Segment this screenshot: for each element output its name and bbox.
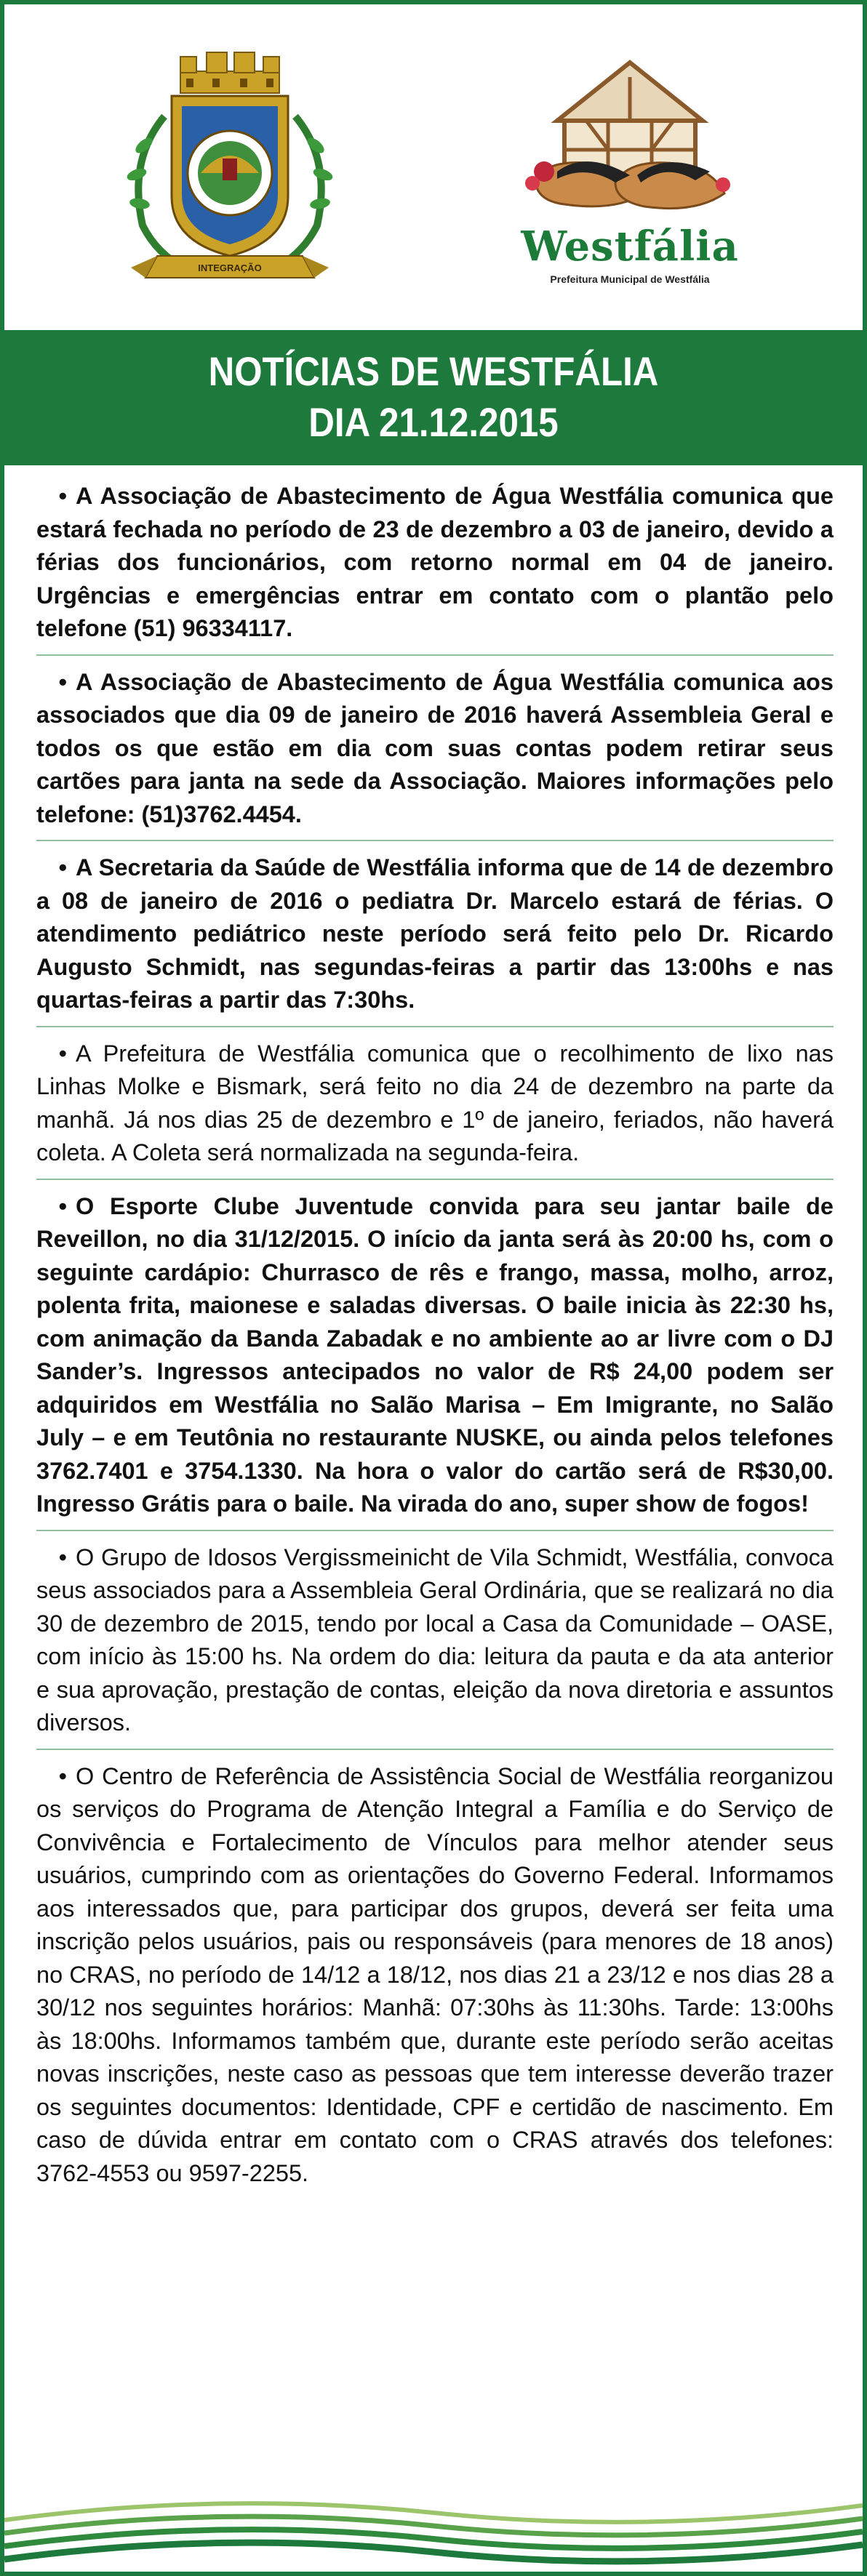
crest-ribbon-text: INTEGRAÇÃO — [198, 262, 262, 273]
news-list — [36, 470, 834, 2199]
news-text: A Associação de Abastecimento de Água Westfália comunica que estará fechada no período de 23 de dezembro a 03 de janeiro, devido a férias dos funcionários, com retorno normal em 04 de janeiro. Urgências e emergências entrar em contato com o plantão pelo telefone (51) 96334117. — [36, 483, 834, 641]
news-item-pediatrician — [36, 841, 834, 1027]
bullet-icon: • — [58, 1544, 67, 1570]
news-text: O Esporte Clube Juventude convida para seu jantar baile de Reveillon, no dia 31/12/2015. O início da janta será às 20:00 hs, com o seguinte cardápio: Churrasco de rês e frango, massa, molho, arroz, polenta frita, maionese e saladas diversas. O baile inicia às 22:30 hs, com animação da Banda Zabadak e no ambiente ao ar livre com o DJ Sander’s. Ingressos antecipados no valor de R$ 24,00 podem ser adquiridos em Westfália no Salão Marisa – Em Imigrante, no Salão July – e em Teutônia no restaurante NUSKE, ou ainda pelos telefones 3762.7401 e 3754.1330. Na hora o valor do cartão será de R$30,00. Ingresso Grátis para o baile. Na virada do ano, super show de fogos! — [36, 1192, 834, 1517]
westfalia-logo — [506, 55, 754, 295]
news-item-garbage-collection — [36, 1027, 834, 1180]
page-header — [4, 4, 863, 330]
title-banner — [4, 330, 863, 465]
news-item-elderly-group — [36, 1531, 834, 1750]
bullet-icon: • — [58, 483, 67, 509]
news-item-water-assembly — [36, 656, 834, 842]
news-item-water-closure — [36, 470, 834, 656]
page-title: NOTÍCIAS DE WESTFÁLIA — [208, 348, 659, 394]
bullet-icon: • — [58, 1192, 67, 1219]
brand-subtitle: Prefeitura Municipal de Westfália — [550, 273, 710, 285]
footer-wave-decoration — [4, 2476, 863, 2572]
page-date: DIA 21.12.2015 — [308, 399, 559, 445]
brand-name: Westfália — [521, 222, 739, 270]
bullet-icon: • — [58, 1762, 67, 1789]
news-item-reveillon-dinner — [36, 1180, 834, 1531]
half-timbered-house-icon — [506, 55, 754, 222]
news-text: A Associação de Abastecimento de Água Westfália comunica aos associados que dia 09 de janeiro de 2016 haverá Assembleia Geral e todos os que estão em dia com suas contas podem retirar seus cartões para janta na sede da Associação. Maiores informações pelo telefone: (51)3762.4454. — [36, 668, 834, 827]
news-text: O Grupo de Idosos Vergissmeinicht de Vila Schmidt, Westfália, convoca seus associados para a Assembleia Geral Ordinária, que se realizará no dia 30 de dezembro de 2015, tendo por local a Casa da Comunidade – OASE, com início às 15:00 hs. Na ordem do dia: leitura da pauta e da ata anterior e sua aprovação, prestação de contas, eleição da nova diretoria e assuntos diversos. — [36, 1544, 834, 1736]
news-text: A Prefeitura de Westfália comunica que o recolhimento de lixo nas Linhas Molke e Bismark, será feito no dia 24 de dezembro na parte da manhã. Já nos dias 25 de dezembro e 1º de janeiro, feriados, não haverá coleta. A Coleta será normalizada na segunda-feira. — [36, 1040, 834, 1165]
news-text: A Secretaria da Saúde de Westfália informa que de 14 de dezembro a 08 de janeiro de 2016 o pediatra Dr. Marcelo estará de férias. O atendimento pediátrico neste período será feito pelo Dr. Ricardo Augusto Schmidt, nas segundas-feiras a partir das 13:00hs e nas quartas-feiras a partir das 7:30hs. — [36, 854, 834, 1013]
municipal-crest-icon — [113, 51, 346, 291]
news-item-cras — [36, 1750, 834, 2199]
news-text: O Centro de Referência de Assistência Social de Westfália reorganizou os serviços do Programa de Atenção Integral a Família e do Serviço de Convivência e Fortalecimento de Vínculos para melhor atender seus usuários, cumprindo com as orientações do Governo Federal. Informamos aos interessados que, para participar dos grupos, deverá ser feita uma inscrição pelos usuários, pais ou responsáveis (para menores de 18 anos) no CRAS, no período de 14/12 a 18/12, nos dias 21 a 23/12 e nos dias 28 a 30/12 nos seguintes horários: Manhã: 07:30hs às 11:30hs. Tarde: 13:00hs às 18:00hs. Informamos também que, durante este período serão aceitas novas inscrições, neste caso as pessoas que tem interesse deverão trazer os seguintes documentos: Identidade, CPF e certidão de nascimento. Em caso de dúvida entrar em contato com o CRAS através dos telefones: 3762-4553 ou 9597-2255. — [36, 1762, 834, 2186]
bullet-icon: • — [58, 854, 67, 880]
bullet-icon: • — [58, 668, 67, 695]
bullet-icon: • — [58, 1040, 67, 1067]
